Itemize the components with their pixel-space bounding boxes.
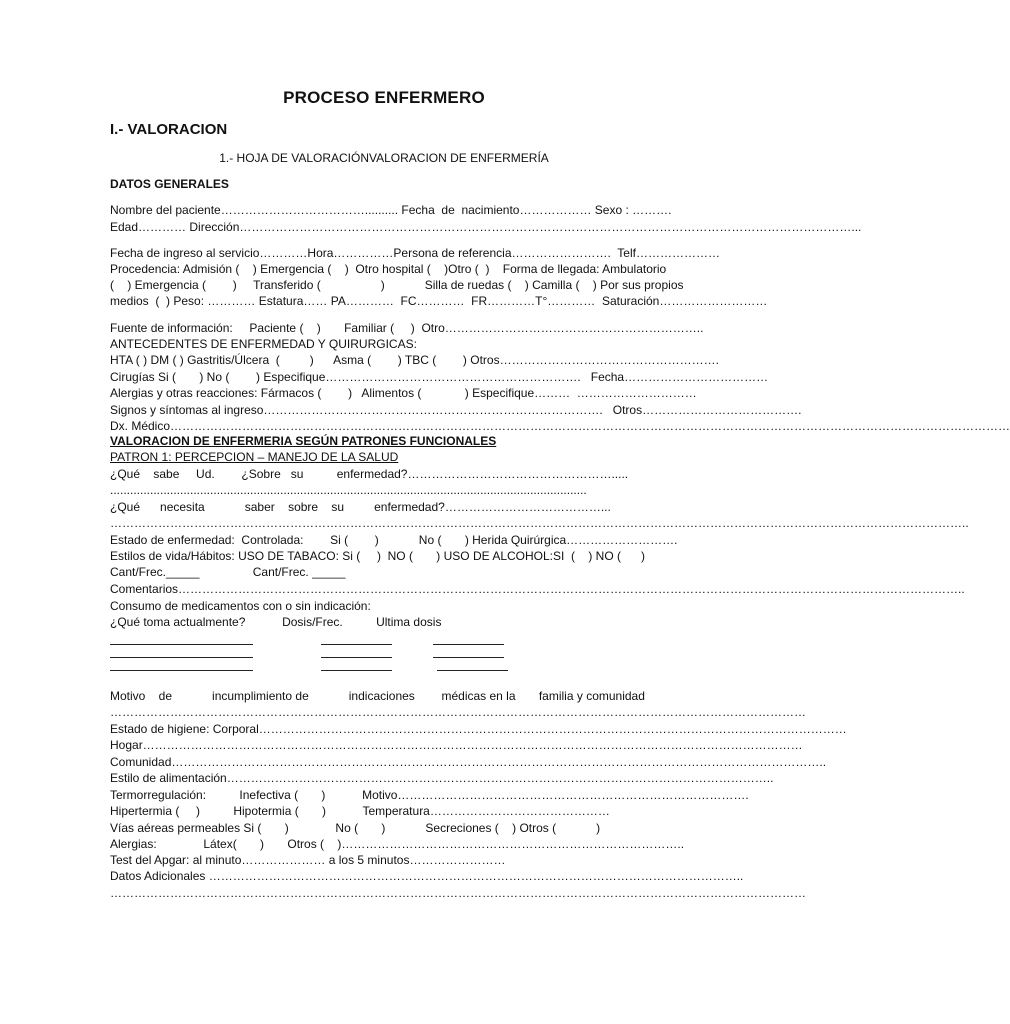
form-line: Alergias: Látex( ) Otros ( )…………………………………………………………………………..	[110, 837, 685, 851]
form-line: Nombre del paciente……………………………….......... Fecha de nacimiento……………… Sexo : ……….	[110, 203, 672, 217]
form-line: Hipertermia ( ) Hipotermia ( ) Temperatura………………………………………	[110, 804, 610, 818]
form-line: …………………………………………………………………………………………………………………………………………………………	[110, 886, 806, 900]
blank-line[interactable]	[110, 644, 253, 645]
form-line: ANTECEDENTES DE ENFERMEDAD Y QUIRURGICAS:	[110, 337, 417, 351]
datos-generales-heading: DATOS GENERALES	[110, 177, 229, 191]
form-line: Estilo de alimentación………………………………………………………………………………………………………………………..	[110, 771, 774, 785]
form-line: Comentarios……………………………………………………………………………………………………………………………………………………………………………..	[110, 582, 965, 596]
form-line: Consumo de medicamentos con o sin indicación:	[110, 599, 371, 613]
form-line: Termorregulación: Inefectiva ( ) Motivo…………………………………………………………………………….	[110, 788, 749, 802]
document-title: PROCESO ENFERMERO	[283, 88, 485, 107]
patron-heading: PATRON 1: PERCEPCION – MANEJO DE LA SALUD	[110, 450, 399, 464]
form-line: HTA ( ) DM ( ) Gastritis/Úlcera ( ) Asma ( ) TBC ( ) Otros……………………………………………….	[110, 353, 719, 367]
form-line: ¿Qué toma actualmente? Dosis/Frec. Ultima dosis	[110, 615, 442, 629]
blank-line[interactable]	[433, 644, 504, 645]
form-line: Alergias y otras reacciones: Fármacos ( ) Alimentos ( ) Especifique……… …………………………	[110, 386, 697, 400]
form-line: Datos Adicionales ……………………………………………………………………………………………………………………..	[110, 869, 744, 883]
form-line: ¿Qué necesita saber sobre su enfermedad?…………………………………...	[110, 500, 611, 514]
form-line: Signos y síntomas al ingreso…………………………………………………………………………. Otros………………………………….	[110, 403, 802, 417]
form-line: ¿Qué sabe Ud. ¿Sobre su enfermedad?…………………………………………….....	[110, 467, 629, 481]
form-line: Fuente de información: Paciente ( ) Familiar ( ) Otro………………………………………………………..	[110, 321, 704, 335]
form-line: medios ( ) Peso: ………… Estatura…… PA………… FC………… FR…………T°………… Saturación………………………	[110, 294, 768, 308]
form-line: Comunidad………………………………………………………………………………………………………………………………………………..	[110, 755, 827, 769]
blank-line[interactable]	[110, 657, 253, 658]
form-line: Motivo de incumplimiento de indicaciones médicas en la familia y comunidad	[110, 689, 645, 703]
form-line: Fecha de ingreso al servicio…………Hora……………Persona de referencia……………………. Telf…………………	[110, 246, 720, 260]
form-line: Cant/Frec._____ Cant/Frec. _____	[110, 565, 346, 579]
form-line: Vías aéreas permeables Si ( ) No ( ) Secreciones ( ) Otros ( )	[110, 821, 601, 835]
form-line: Cirugías Si ( ) No ( ) Especifique………………………………………………………. Fecha………………………………	[110, 370, 769, 384]
form-line: ...............................................................................................................................................	[110, 483, 587, 497]
section-heading: I.- VALORACION	[110, 121, 228, 138]
form-line: Estado de higiene: Corporal…………………………………………………………………………………………………………………………………	[110, 722, 847, 736]
form-line: Hogar…………………………………………………………………………………………………………………………………………………	[110, 738, 803, 752]
form-line: ( ) Emergencia ( ) Transferido ( ) Silla de ruedas ( ) Camilla ( ) Por sus propios	[110, 278, 684, 292]
form-line: Estado de enfermedad: Controlada: Si ( ) No ( ) Herida Quirúrgica……………………….	[110, 533, 678, 547]
blank-line[interactable]	[321, 657, 392, 658]
blank-line[interactable]	[433, 657, 504, 658]
form-line: Estilos de vida/Hábitos: USO DE TABACO: Si ( ) NO ( ) USO DE ALCOHOL:SI ( ) NO ( )	[110, 549, 646, 563]
blank-line[interactable]	[321, 644, 392, 645]
blank-line[interactable]	[110, 670, 253, 671]
form-line: ……………………………………………………………………………………………………………………………………………………………………………………………..	[110, 516, 969, 530]
form-subtitle: 1.- HOJA DE VALORACIÓNVALORACION DE ENFERMERÍA	[219, 151, 549, 165]
blank-line[interactable]	[321, 670, 392, 671]
form-line: Test del Apgar: al minuto………………… a los 5 minutos……………………	[110, 853, 506, 867]
form-line: Procedencia: Admisión ( ) Emergencia ( ) Otro hospital ( )Otro ( ) Forma de llegada: Ambulatorio	[110, 262, 667, 276]
valoracion-heading: VALORACION DE ENFERMERIA SEGÚN PATRONES FUNCIONALES	[110, 434, 497, 448]
form-line: Edad………… Dirección………………………………………………………………………………………………………………………………………...	[110, 220, 862, 234]
blank-line[interactable]	[437, 670, 508, 671]
form-line: …………………………………………………………………………………………………………………………………………………………	[110, 705, 806, 719]
form-line: Dx. Médico…………………………………………………………………………………………………………………………………………………………………………………………	[110, 419, 1010, 433]
